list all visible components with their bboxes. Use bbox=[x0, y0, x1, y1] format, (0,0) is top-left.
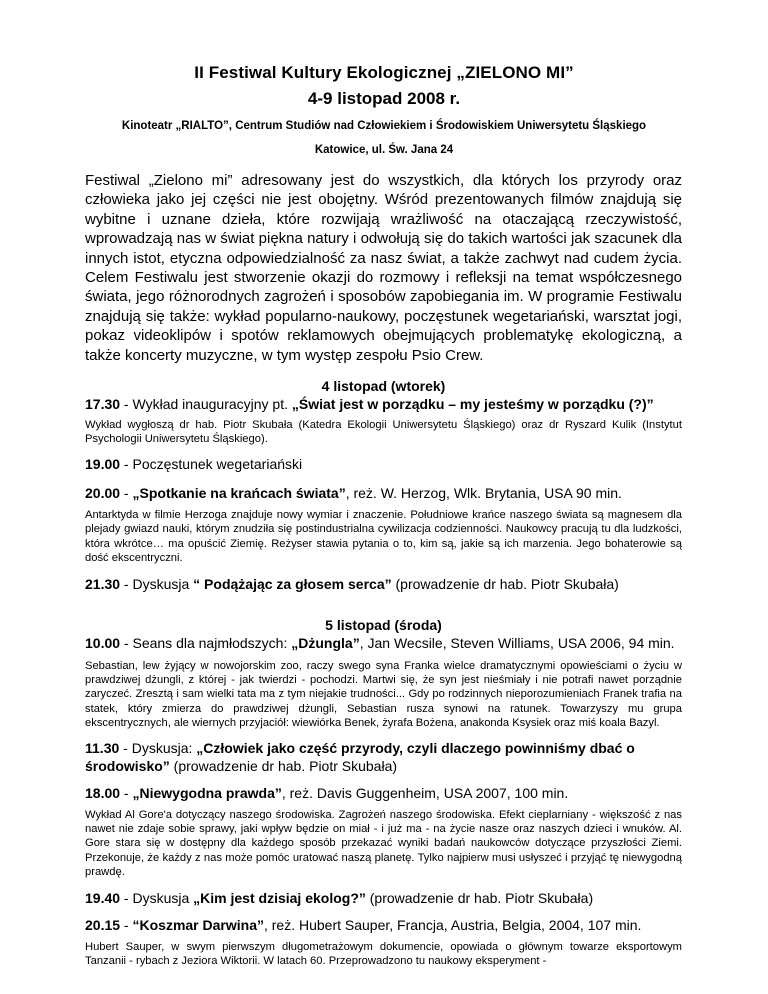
event-title: “Koszmar Darwina” bbox=[132, 916, 264, 933]
event-description: Antarktyda w filmie Herzoga znajduje nowy wymiar i znaczenie. Południowe krańce naszego świata są magnesem dla plejady gwiazd nauki, którym znudziła się postindustrialna cywilizacja codzienności. Naukowcy pracują tu dla ludzkości, która wkrótce… ma opuścić Ziemię. Reżyser stawia pytania o to, kim są, jakie są ich marzenia. Jego bohaterowie są dość ekscentryczni. bbox=[85, 508, 682, 565]
day-heading: 4 listopad (wtorek) bbox=[321, 378, 446, 395]
event-description: Hubert Sauper, w swym pierwszym długometrażowym dokumencie, opowiada o głównym towarze eksportowym Tanzanii - rybach z Jeziora Wiktorii. W latach 60. Przeprowadzono tu naukowy eksperyment - bbox=[85, 940, 682, 967]
event-time: 11.30 bbox=[85, 739, 120, 756]
event-time: 20.15 bbox=[85, 916, 121, 933]
event-title: „Spotkanie na krańcach świata” bbox=[132, 484, 346, 501]
event-title: „Człowiek jako część przyrody, czyli dlaczego powinniśmy dbać o środowisko” bbox=[85, 739, 635, 774]
festival-dates: 4-9 listopad 2008 r. bbox=[307, 89, 461, 108]
event-text: - Dyskusja bbox=[120, 889, 194, 906]
event-line bbox=[85, 395, 682, 413]
event-text: - bbox=[120, 784, 133, 801]
event-text: - Wykład inauguracyjny pt. bbox=[120, 396, 292, 413]
event-line bbox=[85, 455, 682, 473]
event-line bbox=[85, 575, 682, 593]
event-line bbox=[85, 784, 682, 802]
event-time: 20.00 bbox=[85, 484, 121, 501]
event-line bbox=[85, 889, 682, 907]
event-text: - bbox=[120, 916, 133, 933]
event-text: , reż. W. Herzog, Wlk. Brytania, USA 90 min. bbox=[345, 484, 622, 501]
day-heading: 5 listopad (środa) bbox=[325, 616, 442, 633]
document-body bbox=[85, 171, 682, 968]
event-time: 17.30 bbox=[85, 396, 121, 413]
event-text: , reż. Hubert Sauper, Francja, Austria, Belgia, 2004, 107 min. bbox=[263, 916, 642, 933]
event-description: Wykład Al Gore'a dotyczący naszego środowiska. Zagrożeń naszego środowiska. Efekt cieplarniany - większość z nas nawet nie zdaje sobie sprawy, jaki wpływ będzie on miał - i już ma - na życie nasze oraz naszych dzieci i wnuków. Al. Gore stara się w dostępny dla każdego sposób przekazać wyniki badań naukowców dotyczące przyszłości Ziemi. Przekonuje, że każdy z nas może pomóc uratować naszą planetę. Tylko najpierw musi usłyszeć i przyjąć tę niewygodną prawdę. bbox=[85, 808, 682, 879]
event-text: - Poczęstunek wegetariański bbox=[120, 455, 303, 472]
event-description: Sebastian, lew żyjący w nowojorskim zoo, raczy swego syna Franka wielce dramatycznymi opowieściami o życiu w prawdziwej dżungli, z której - jak twierdzi - pochodzi. Martwi się, że syn jest nieśmiały i nie potrafi nawet porządnie zaryczeć. Zresztą i sam wielki tata ma z tym niejakie trudności... Gdy po rodzinnych nieporozumieniach Franek trafia na statek, który zmierza do prawdziwej dżungli, Sebastian rusza synowi na ratunek. Towarzyszy mu grupa ekscentrycznych, ale wiernych przyjaciół: wiewiórka Benek, żyrafa Bożena, anakonda Ksysiek oraz miś koala Bazyl. bbox=[85, 659, 682, 730]
event-line bbox=[85, 634, 682, 652]
event-text: - Dyskusja bbox=[120, 575, 194, 592]
event-time: 10.00 bbox=[85, 634, 121, 651]
event-title: „Kim jest dzisiaj ekolog?” bbox=[193, 889, 366, 906]
venue-line: Kinoteatr „RIALTO”, Centrum Studiów nad Człowiekiem i Środowiskiem Uniwersytetu Śląskiego bbox=[121, 120, 647, 132]
event-text: (prowadzenie dr hab. Piotr Skubała) bbox=[391, 575, 619, 592]
intro-paragraph: Festiwal „Zielono mi” adresowany jest do wszystkich, dla których los przyrody oraz człowieka jako jej części nie jest obojętny. Wśród prezentowanych filmów znajdują się wybitne i uznane dzieła, które rozwijają wrażliwość na otaczającą rzeczywistość, wprowadzają nas w świat piękna natury i odwołują się do takich wartości jak szacunek dla innych istot, etyczna odpowiedzialność za nasz świat, a także zachwyt nad cudem życia. Celem Festiwalu jest stworzenie okazji do rozmowy i refleksji na temat współczesnego świata, jego różnorodnych zagrożeń i sposobów zapobiegania im. W programie Festiwalu znajdują się także: wykład popularno-naukowy, poczęstunek wegetariański, warsztat jogi, pokaz videoklipów i spotów reklamowych obejmujących problematykę ekologiczną, a także koncerty muzyczne, w tym występ zespołu Psio Crew. bbox=[85, 172, 682, 364]
event-time: 19.00 bbox=[85, 455, 121, 472]
event-text: - Dyskusja: bbox=[119, 739, 197, 756]
event-time: 19.40 bbox=[85, 889, 121, 906]
event-time: 21.30 bbox=[85, 575, 121, 592]
event-text: - Seans dla najmłodszych: bbox=[120, 634, 292, 651]
event-line bbox=[85, 739, 682, 775]
address-line: Katowice, ul. Św. Jana 24 bbox=[314, 144, 454, 156]
event-text: (prowadzenie dr hab. Piotr Skubała) bbox=[365, 889, 594, 906]
festival-title: II Festiwal Kultury Ekologicznej „ZIELONO MI” bbox=[194, 63, 574, 82]
event-text: , reż. Davis Guggenheim, USA 2007, 100 min. bbox=[281, 784, 569, 801]
event-title: “ Podążając za głosem serca” bbox=[193, 575, 392, 592]
event-line bbox=[85, 484, 682, 502]
event-text: , Jan Wecsile, Steven Williams, USA 2006, 94 min. bbox=[359, 634, 675, 651]
event-line bbox=[85, 916, 682, 934]
event-title: „Niewygodna prawda” bbox=[132, 784, 282, 801]
event-time: 18.00 bbox=[85, 784, 121, 801]
event-title: „Świat jest w porządku – my jesteśmy w porządku (?)” bbox=[291, 396, 654, 413]
event-title: „Dżungla” bbox=[291, 634, 360, 651]
event-text: - bbox=[120, 484, 133, 501]
event-text: (prowadzenie dr hab. Piotr Skubała) bbox=[169, 757, 398, 774]
event-description: Wykład wygłoszą dr hab. Piotr Skubała (Katedra Ekologii Uniwersytetu Śląskiego) oraz dr Ryszard Kulik (Instytut Psychologii Uniwersytetu Śląskiego). bbox=[85, 419, 682, 446]
